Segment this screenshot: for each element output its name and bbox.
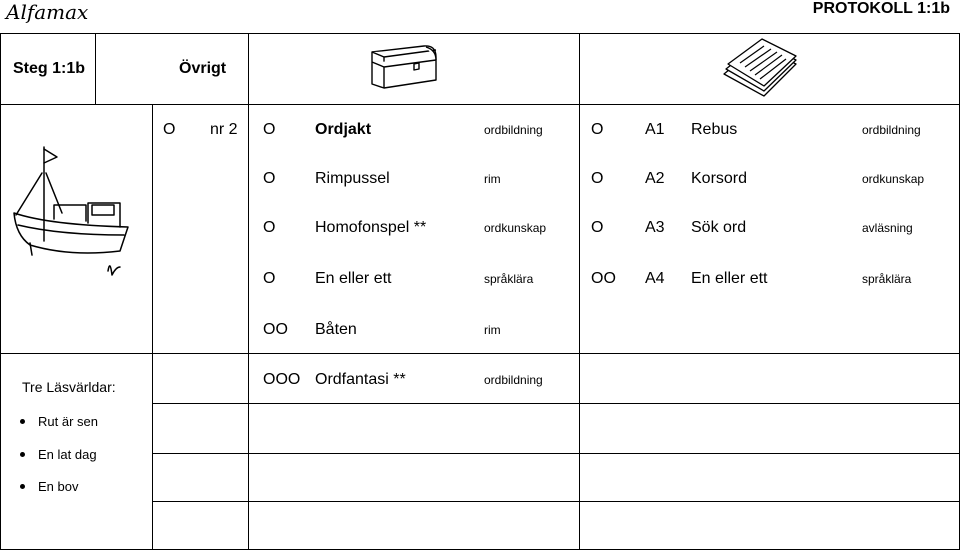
grid-line <box>0 33 1 550</box>
grid-line <box>579 33 580 550</box>
left-row-category: ordbildning <box>484 123 543 137</box>
left-row-category: ordkunskap <box>484 221 547 235</box>
right-row-category: språklära <box>862 272 912 286</box>
worlds-list <box>14 412 98 510</box>
left-row-name: Homofonspel ** <box>315 219 427 236</box>
left-row-category: språklära <box>484 272 534 286</box>
left-row-mark: OOO <box>263 371 301 388</box>
grid-line <box>0 353 960 354</box>
grid-line <box>95 33 96 104</box>
worlds-title: Tre Läsvärldar: <box>22 379 116 395</box>
grid-line <box>153 453 960 454</box>
left-row-name: Rimpussel <box>315 170 390 187</box>
grid-line <box>0 549 960 550</box>
left-row-name: Ordjakt <box>315 121 372 138</box>
left-row-mark: OO <box>263 321 288 338</box>
right-row-code: A2 <box>645 170 665 187</box>
left-row-mark: O <box>263 121 276 138</box>
left-row-category: rim <box>484 323 501 337</box>
right-row-mark: O <box>591 219 604 236</box>
right-row-code: A1 <box>645 121 665 138</box>
alfamax-logo: Alfamax <box>6 0 89 24</box>
grid-line <box>0 104 960 105</box>
right-row-category: avläsning <box>862 221 913 235</box>
left-row-mark: O <box>263 270 276 287</box>
right-row-name: En eller ett <box>691 270 768 287</box>
right-row-mark: O <box>591 170 604 187</box>
right-row-code: A3 <box>645 219 665 236</box>
right-row-category: ordkunskap <box>862 172 925 186</box>
left-row-name: En eller ett <box>315 270 392 287</box>
list-item: En bov <box>14 477 98 510</box>
sailboat-illustration <box>10 143 132 283</box>
right-row-name: Sök ord <box>691 219 747 236</box>
right-row-name: Korsord <box>691 170 748 187</box>
paper-stack-icon <box>718 38 800 100</box>
grid-line <box>153 403 960 404</box>
list-item: Rut är sen <box>14 412 98 445</box>
right-row-mark: O <box>591 121 604 138</box>
left-row-mark: O <box>263 219 276 236</box>
right-row-category: ordbildning <box>862 123 921 137</box>
other-header: Övrigt <box>179 60 227 77</box>
right-row-name: Rebus <box>691 121 738 138</box>
treasure-chest-icon <box>366 40 440 98</box>
protocol-title: PROTOKOLL 1:1b <box>812 0 950 17</box>
right-row-code: A4 <box>645 270 665 287</box>
step-header: Steg 1:1b <box>13 60 86 77</box>
left-row-name: Ordfantasi ** <box>315 371 406 388</box>
number-mark: O <box>163 121 176 138</box>
number-label: nr 2 <box>210 121 238 138</box>
grid-line <box>0 33 960 34</box>
left-row-name: Båten <box>315 321 357 338</box>
grid-line <box>152 104 153 550</box>
right-row-mark: OO <box>591 270 616 287</box>
left-row-category: ordbildning <box>484 373 543 387</box>
grid-line <box>248 33 249 550</box>
left-row-mark: O <box>263 170 276 187</box>
left-row-category: rim <box>484 172 501 186</box>
grid-line <box>153 501 960 502</box>
list-item: En lat dag <box>14 445 98 478</box>
